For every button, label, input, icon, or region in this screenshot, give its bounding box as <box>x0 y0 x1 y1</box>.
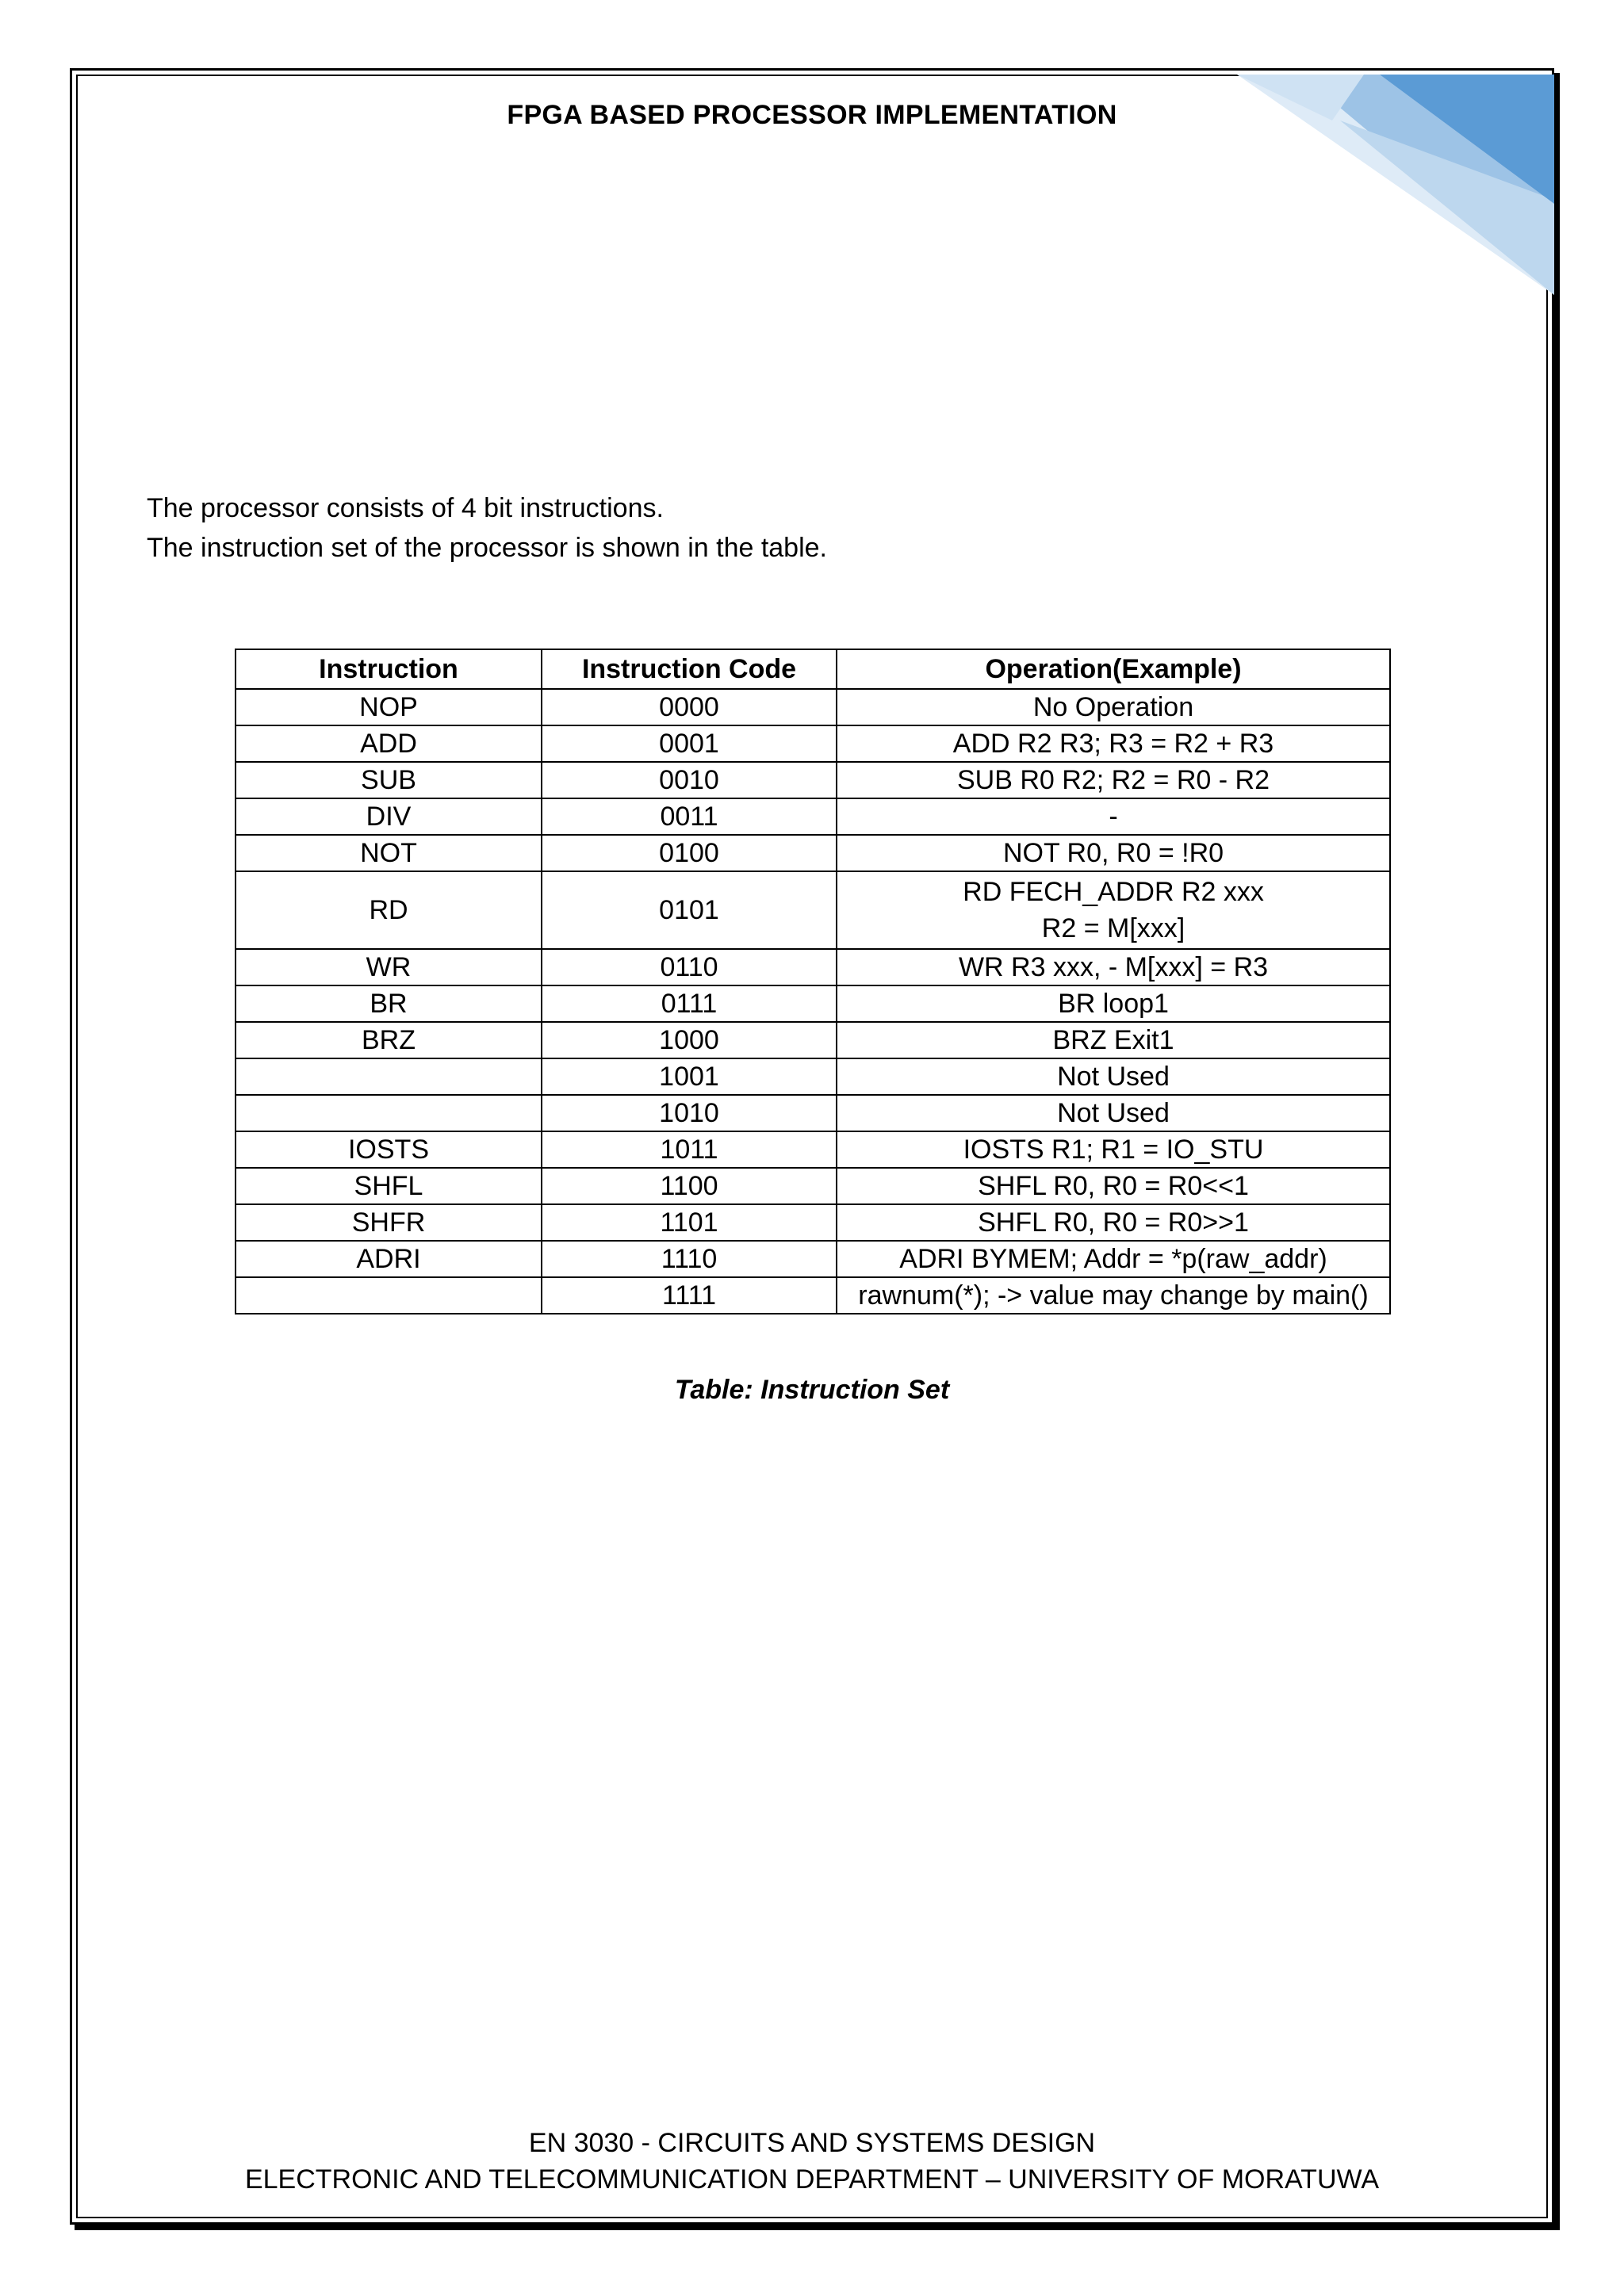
cell-operation: SUB R0 R2; R2 = R0 - R2 <box>837 762 1390 798</box>
cell-operation: NOT R0, R0 = !R0 <box>837 835 1390 871</box>
cell-code: 0011 <box>542 798 837 835</box>
cell-code: 1000 <box>542 1022 837 1058</box>
table-row <box>236 1277 1390 1314</box>
cell-operation: SHFL R0, R0 = R0<<1 <box>837 1168 1390 1204</box>
cell-instruction: BRZ <box>236 1022 542 1058</box>
intro-text <box>147 488 827 568</box>
cell-instruction <box>236 1058 542 1095</box>
page-header-title: FPGA BASED PROCESSOR IMPLEMENTATION <box>507 100 1117 130</box>
cell-operation: No Operation <box>837 689 1390 725</box>
cell-code: 1110 <box>542 1241 837 1277</box>
cell-code: 0101 <box>542 871 837 949</box>
cell-code: 1010 <box>542 1095 837 1131</box>
table-row <box>236 1131 1390 1168</box>
cell-code: 1011 <box>542 1131 837 1168</box>
footer-department: ELECTRONIC AND TELECOMMUNICATION DEPARTMENT – UNIVERSITY OF MORATUWA <box>244 2164 1380 2195</box>
cell-instruction: IOSTS <box>236 1131 542 1168</box>
cell-code: 1001 <box>542 1058 837 1095</box>
cell-operation <box>837 871 1390 949</box>
cell-operation: ADRI BYMEM; Addr = *p(raw_addr) <box>837 1241 1390 1277</box>
table-header-row <box>236 649 1390 689</box>
cell-instruction: BR <box>236 985 542 1022</box>
table-row <box>236 1204 1390 1241</box>
cell-code: 0100 <box>542 835 837 871</box>
cell-instruction: SHFR <box>236 1204 542 1241</box>
cell-operation-line: R2 = M[xxx] <box>1041 913 1185 943</box>
page-footer <box>0 2125 1624 2198</box>
cell-code: 1111 <box>542 1277 837 1314</box>
page-border-shadow <box>75 2225 1560 2230</box>
table-row <box>236 985 1390 1022</box>
column-header-operation: Operation(Example) <box>837 649 1390 689</box>
cell-instruction: SUB <box>236 762 542 798</box>
table-caption: Table: Instruction Set <box>674 1375 950 1405</box>
cell-operation: BR loop1 <box>837 985 1390 1022</box>
table-row <box>236 1168 1390 1204</box>
table-row <box>236 835 1390 871</box>
cell-code: 0001 <box>542 725 837 762</box>
cell-code: 0000 <box>542 689 837 725</box>
cell-instruction: RD <box>236 871 542 949</box>
cell-instruction <box>236 1095 542 1131</box>
cell-operation: BRZ Exit1 <box>837 1022 1390 1058</box>
column-header-instruction: Instruction <box>236 649 542 689</box>
instruction-set-table <box>235 649 1391 1314</box>
cell-code: 1101 <box>542 1204 837 1241</box>
intro-line: The processor consists of 4 bit instructions. <box>147 493 664 523</box>
cell-operation: Not Used <box>837 1095 1390 1131</box>
cell-operation: - <box>837 798 1390 835</box>
cell-operation: ADD R2 R3; R3 = R2 + R3 <box>837 725 1390 762</box>
table-row <box>236 949 1390 985</box>
cell-operation-line: RD FECH_ADDR R2 xxx <box>963 877 1264 907</box>
cell-instruction: NOP <box>236 689 542 725</box>
table-row <box>236 1095 1390 1131</box>
table-row <box>236 1058 1390 1095</box>
cell-operation: IOSTS R1; R1 = IO_STU <box>837 1131 1390 1168</box>
cell-code: 0111 <box>542 985 837 1022</box>
table-row <box>236 725 1390 762</box>
cell-code: 0010 <box>542 762 837 798</box>
cell-operation: SHFL R0, R0 = R0>>1 <box>837 1204 1390 1241</box>
cell-operation: rawnum(*); -> value may change by main() <box>837 1277 1390 1314</box>
intro-line: The instruction set of the processor is shown in the table. <box>147 533 828 563</box>
cell-instruction: NOT <box>236 835 542 871</box>
cell-instruction: WR <box>236 949 542 985</box>
cell-code: 1100 <box>542 1168 837 1204</box>
footer-course: EN 3030 - CIRCUITS AND SYSTEMS DESIGN <box>528 2128 1096 2158</box>
table-row <box>236 1022 1390 1058</box>
cell-operation: Not Used <box>837 1058 1390 1095</box>
table-row <box>236 762 1390 798</box>
cell-code: 0110 <box>542 949 837 985</box>
table-row <box>236 689 1390 725</box>
cell-instruction: DIV <box>236 798 542 835</box>
page-border-shadow <box>1554 73 1560 2230</box>
cell-instruction: ADRI <box>236 1241 542 1277</box>
column-header-code: Instruction Code <box>542 649 837 689</box>
cell-operation: WR R3 xxx, - M[xxx] = R3 <box>837 949 1390 985</box>
table-row <box>236 1241 1390 1277</box>
cell-instruction: SHFL <box>236 1168 542 1204</box>
cell-instruction: ADD <box>236 725 542 762</box>
cell-instruction <box>236 1277 542 1314</box>
table-row <box>236 871 1390 949</box>
table-row <box>236 798 1390 835</box>
